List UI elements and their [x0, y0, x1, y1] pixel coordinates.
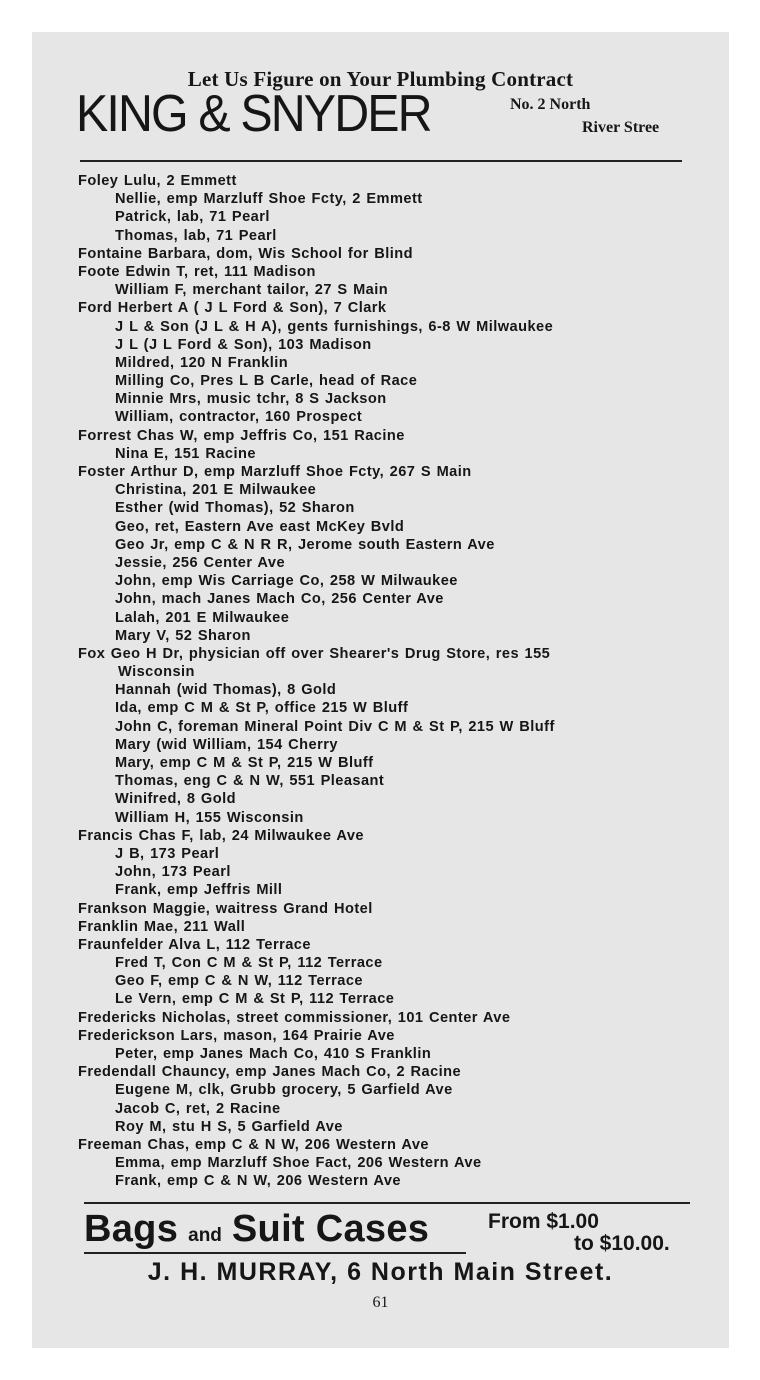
- directory-subentry: [78, 627, 718, 645]
- directory-subentry: [78, 609, 718, 627]
- directory-subentry: [78, 536, 718, 554]
- directory-entry: [78, 645, 718, 663]
- directory-subentry: [78, 863, 718, 881]
- directory-subentry: [78, 1081, 718, 1099]
- directory-subentry: [78, 354, 718, 372]
- directory-entry: [78, 827, 718, 845]
- directory-entry: [78, 1027, 718, 1045]
- advert-headline: [84, 1208, 429, 1251]
- directory-subentry: [78, 845, 718, 863]
- directory-entry: [78, 900, 718, 918]
- entry-text: Mary (wid William, 154 Cherry: [115, 736, 338, 753]
- entry-text: Thomas, lab, 71 Pearl: [115, 227, 277, 244]
- directory-subentry: [78, 1118, 718, 1136]
- entry-text: Fontaine Barbara, dom, Wis School for Blind: [78, 245, 413, 262]
- entry-text: Jacob C, ret, 2 Racine: [115, 1100, 281, 1117]
- entry-text: Forrest Chas W, emp Jeffris Co, 151 Racine: [78, 427, 405, 444]
- header-firm-name: KING & SNYDER: [76, 85, 431, 143]
- directory-subentry: [78, 572, 718, 590]
- entry-text: Winifred, 8 Gold: [115, 791, 236, 808]
- advert-word-and: and: [188, 1225, 222, 1246]
- directory-subentry: [78, 227, 718, 245]
- entry-text: Emma, emp Marzluff Shoe Fact, 206 Western Ave: [115, 1155, 482, 1172]
- entry-text: Frankson Maggie, waitress Grand Hotel: [78, 900, 373, 917]
- entry-text: Nellie, emp Marzluff Shoe Fcty, 2 Emmett: [115, 191, 423, 208]
- advert-word-bags: Bags: [84, 1208, 179, 1250]
- entry-text: Geo F, emp C & N W, 112 Terrace: [115, 973, 363, 990]
- entry-text: J B, 173 Pearl: [115, 845, 220, 862]
- directory-subentry: [78, 1100, 718, 1118]
- entry-text: Foster Arthur D, emp Marzluff Shoe Fcty, 267 S Main: [78, 464, 472, 480]
- header-tagline: Let Us Figure on Your Plumbing Contract: [187, 67, 574, 91]
- directory-entry: [78, 299, 718, 317]
- entry-text: Mildred, 120 N Franklin: [115, 354, 289, 371]
- entry-text: John, emp Wis Carriage Co, 258 W Milwaukee: [115, 573, 458, 590]
- entry-text: Fred T, Con C M & St P, 112 Terrace: [115, 955, 383, 972]
- entry-text: Frank, emp Jeffris Mill: [115, 882, 283, 899]
- directory-subentry: [78, 736, 718, 754]
- directory-subentry: [78, 590, 718, 608]
- directory-subentry: [78, 445, 718, 463]
- directory-subentry: [78, 554, 718, 572]
- directory-subentry: [78, 1045, 718, 1063]
- directory-subentry: [78, 754, 718, 772]
- entry-text: Ida, emp C M & St P, office 215 W Bluff: [115, 700, 409, 717]
- directory-entry: [78, 936, 718, 954]
- entry-text: Mary, emp C M & St P, 215 W Bluff: [115, 755, 374, 771]
- entry-text: William, contractor, 160 Prospect: [115, 409, 363, 426]
- advert-top-divider: [84, 1202, 690, 1204]
- entry-text: Fredericks Nicholas, street commissioner, 101 Center Ave: [78, 1009, 511, 1026]
- directory-entry: [78, 172, 718, 190]
- entry-text: Peter, emp Janes Mach Co, 410 S Franklin: [115, 1046, 432, 1062]
- entry-text: Fox Geo H Dr, physician off over Shearer's Drug Store, res 155: [78, 645, 551, 662]
- entry-text: J L (J L Ford & Son), 103 Madison: [115, 336, 372, 353]
- directory-entry: [78, 1063, 718, 1081]
- entry-text: Fredendall Chauncy, emp Janes Mach Co, 2 Racine: [78, 1064, 462, 1081]
- advert-price-to: to $10.00.: [574, 1232, 670, 1255]
- advert-price-from: From $1.00: [488, 1210, 599, 1233]
- directory-subentry: [78, 318, 718, 336]
- directory-entry: [78, 1136, 718, 1154]
- directory-subentry: [78, 972, 718, 990]
- entry-text: William F, merchant tailor, 27 S Main: [115, 282, 389, 299]
- advert-word-cases: Suit Cases: [231, 1208, 430, 1250]
- directory-subentry: [78, 772, 718, 790]
- directory-subentry: [78, 372, 718, 390]
- entry-text: Lalah, 201 E Milwaukee: [115, 609, 290, 626]
- entry-text: Geo, ret, Eastern Ave east McKey Bvld: [115, 518, 405, 535]
- entry-text: Francis Chas F, lab, 24 Milwaukee Ave: [78, 827, 364, 844]
- directory-subentry: [78, 190, 718, 208]
- advert-underline: [84, 1252, 466, 1254]
- entry-text: Foley Lulu, 2 Emmett: [78, 173, 237, 189]
- entry-text: Wisconsin: [118, 664, 195, 681]
- entry-text: Foote Edwin T, ret, 111 Madison: [78, 263, 316, 280]
- directory-subentry: [78, 281, 718, 299]
- directory-subentry: [78, 518, 718, 536]
- entry-text: Mary V, 52 Sharon: [115, 627, 251, 644]
- directory-subentry: [78, 954, 718, 972]
- directory-subentry: [78, 208, 718, 226]
- directory-subentry: [78, 1172, 718, 1190]
- directory-subentry: [78, 681, 718, 699]
- directory-entry: [78, 427, 718, 445]
- entry-text: Geo Jr, emp C & N R R, Jerome south Eastern Ave: [115, 536, 495, 553]
- directory-subentry: [78, 1154, 718, 1172]
- entry-text: Fraunfelder Alva L, 112 Terrace: [78, 936, 311, 953]
- entry-text: Jessie, 256 Center Ave: [115, 554, 286, 571]
- entry-text: John C, foreman Mineral Point Div C M & St P, 215 W Bluff: [115, 718, 555, 735]
- entry-text: Christina, 201 E Milwaukee: [115, 482, 317, 499]
- entry-text: Frederickson Lars, mason, 164 Prairie Ave: [78, 1027, 395, 1044]
- entry-text: Nina E, 151 Racine: [115, 445, 256, 462]
- page-number: 61: [372, 1294, 389, 1311]
- directory-subentry: [78, 408, 718, 426]
- entry-text: Minnie Mrs, music tchr, 8 S Jackson: [115, 391, 387, 408]
- header-address-line-2: River Stree: [582, 119, 660, 136]
- directory-subentry: [78, 718, 718, 736]
- directory-page: [32, 32, 729, 1348]
- header-divider: [80, 160, 682, 162]
- directory-subentry: [78, 990, 718, 1008]
- entry-text: William H, 155 Wisconsin: [115, 809, 304, 826]
- directory-entry: [78, 918, 718, 936]
- header-address-line-1: No. 2 North: [510, 96, 591, 113]
- entry-text: Roy M, stu H S, 5 Garfield Ave: [115, 1118, 343, 1135]
- directory-subentry: [78, 499, 718, 517]
- directory-subentry: [78, 481, 718, 499]
- directory-subentry: [78, 390, 718, 408]
- entry-text: Frank, emp C & N W, 206 Western Ave: [115, 1173, 401, 1190]
- entry-text: Esther (wid Thomas), 52 Sharon: [115, 500, 355, 517]
- directory-subentry: [78, 881, 718, 899]
- entry-text: Patrick, lab, 71 Pearl: [115, 209, 270, 226]
- directory-entry: [78, 1009, 718, 1027]
- entry-text: John, 173 Pearl: [115, 864, 231, 881]
- entry-text: Milling Co, Pres L B Carle, head of Race: [115, 373, 418, 390]
- directory-subentry: [78, 790, 718, 808]
- advert-merchant: J. H. MURRAY, 6 North Main Street.: [147, 1258, 614, 1286]
- directory-entry: [78, 245, 718, 263]
- entry-text: Freeman Chas, emp C & N W, 206 Western Ave: [78, 1136, 429, 1153]
- entry-text: Eugene M, clk, Grubb grocery, 5 Garfield Ave: [115, 1082, 453, 1099]
- entry-text: Le Vern, emp C M & St P, 112 Terrace: [115, 991, 395, 1008]
- directory-entry: [78, 263, 718, 281]
- entry-text: Ford Herbert A ( J L Ford & Son), 7 Clark: [78, 300, 387, 317]
- directory-subentry: [78, 699, 718, 717]
- directory-subentry: [78, 663, 718, 681]
- directory-subentry: [78, 336, 718, 354]
- entry-text: J L & Son (J L & H A), gents furnishings, 6-8 W Milwaukee: [115, 318, 554, 335]
- directory-listing: [78, 172, 718, 1191]
- entry-text: Hannah (wid Thomas), 8 Gold: [115, 682, 337, 699]
- directory-subentry: [78, 809, 718, 827]
- entry-text: Thomas, eng C & N W, 551 Pleasant: [115, 773, 385, 790]
- directory-entry: [78, 463, 718, 481]
- entry-text: Franklin Mae, 211 Wall: [78, 918, 246, 935]
- entry-text: John, mach Janes Mach Co, 256 Center Ave: [115, 591, 444, 608]
